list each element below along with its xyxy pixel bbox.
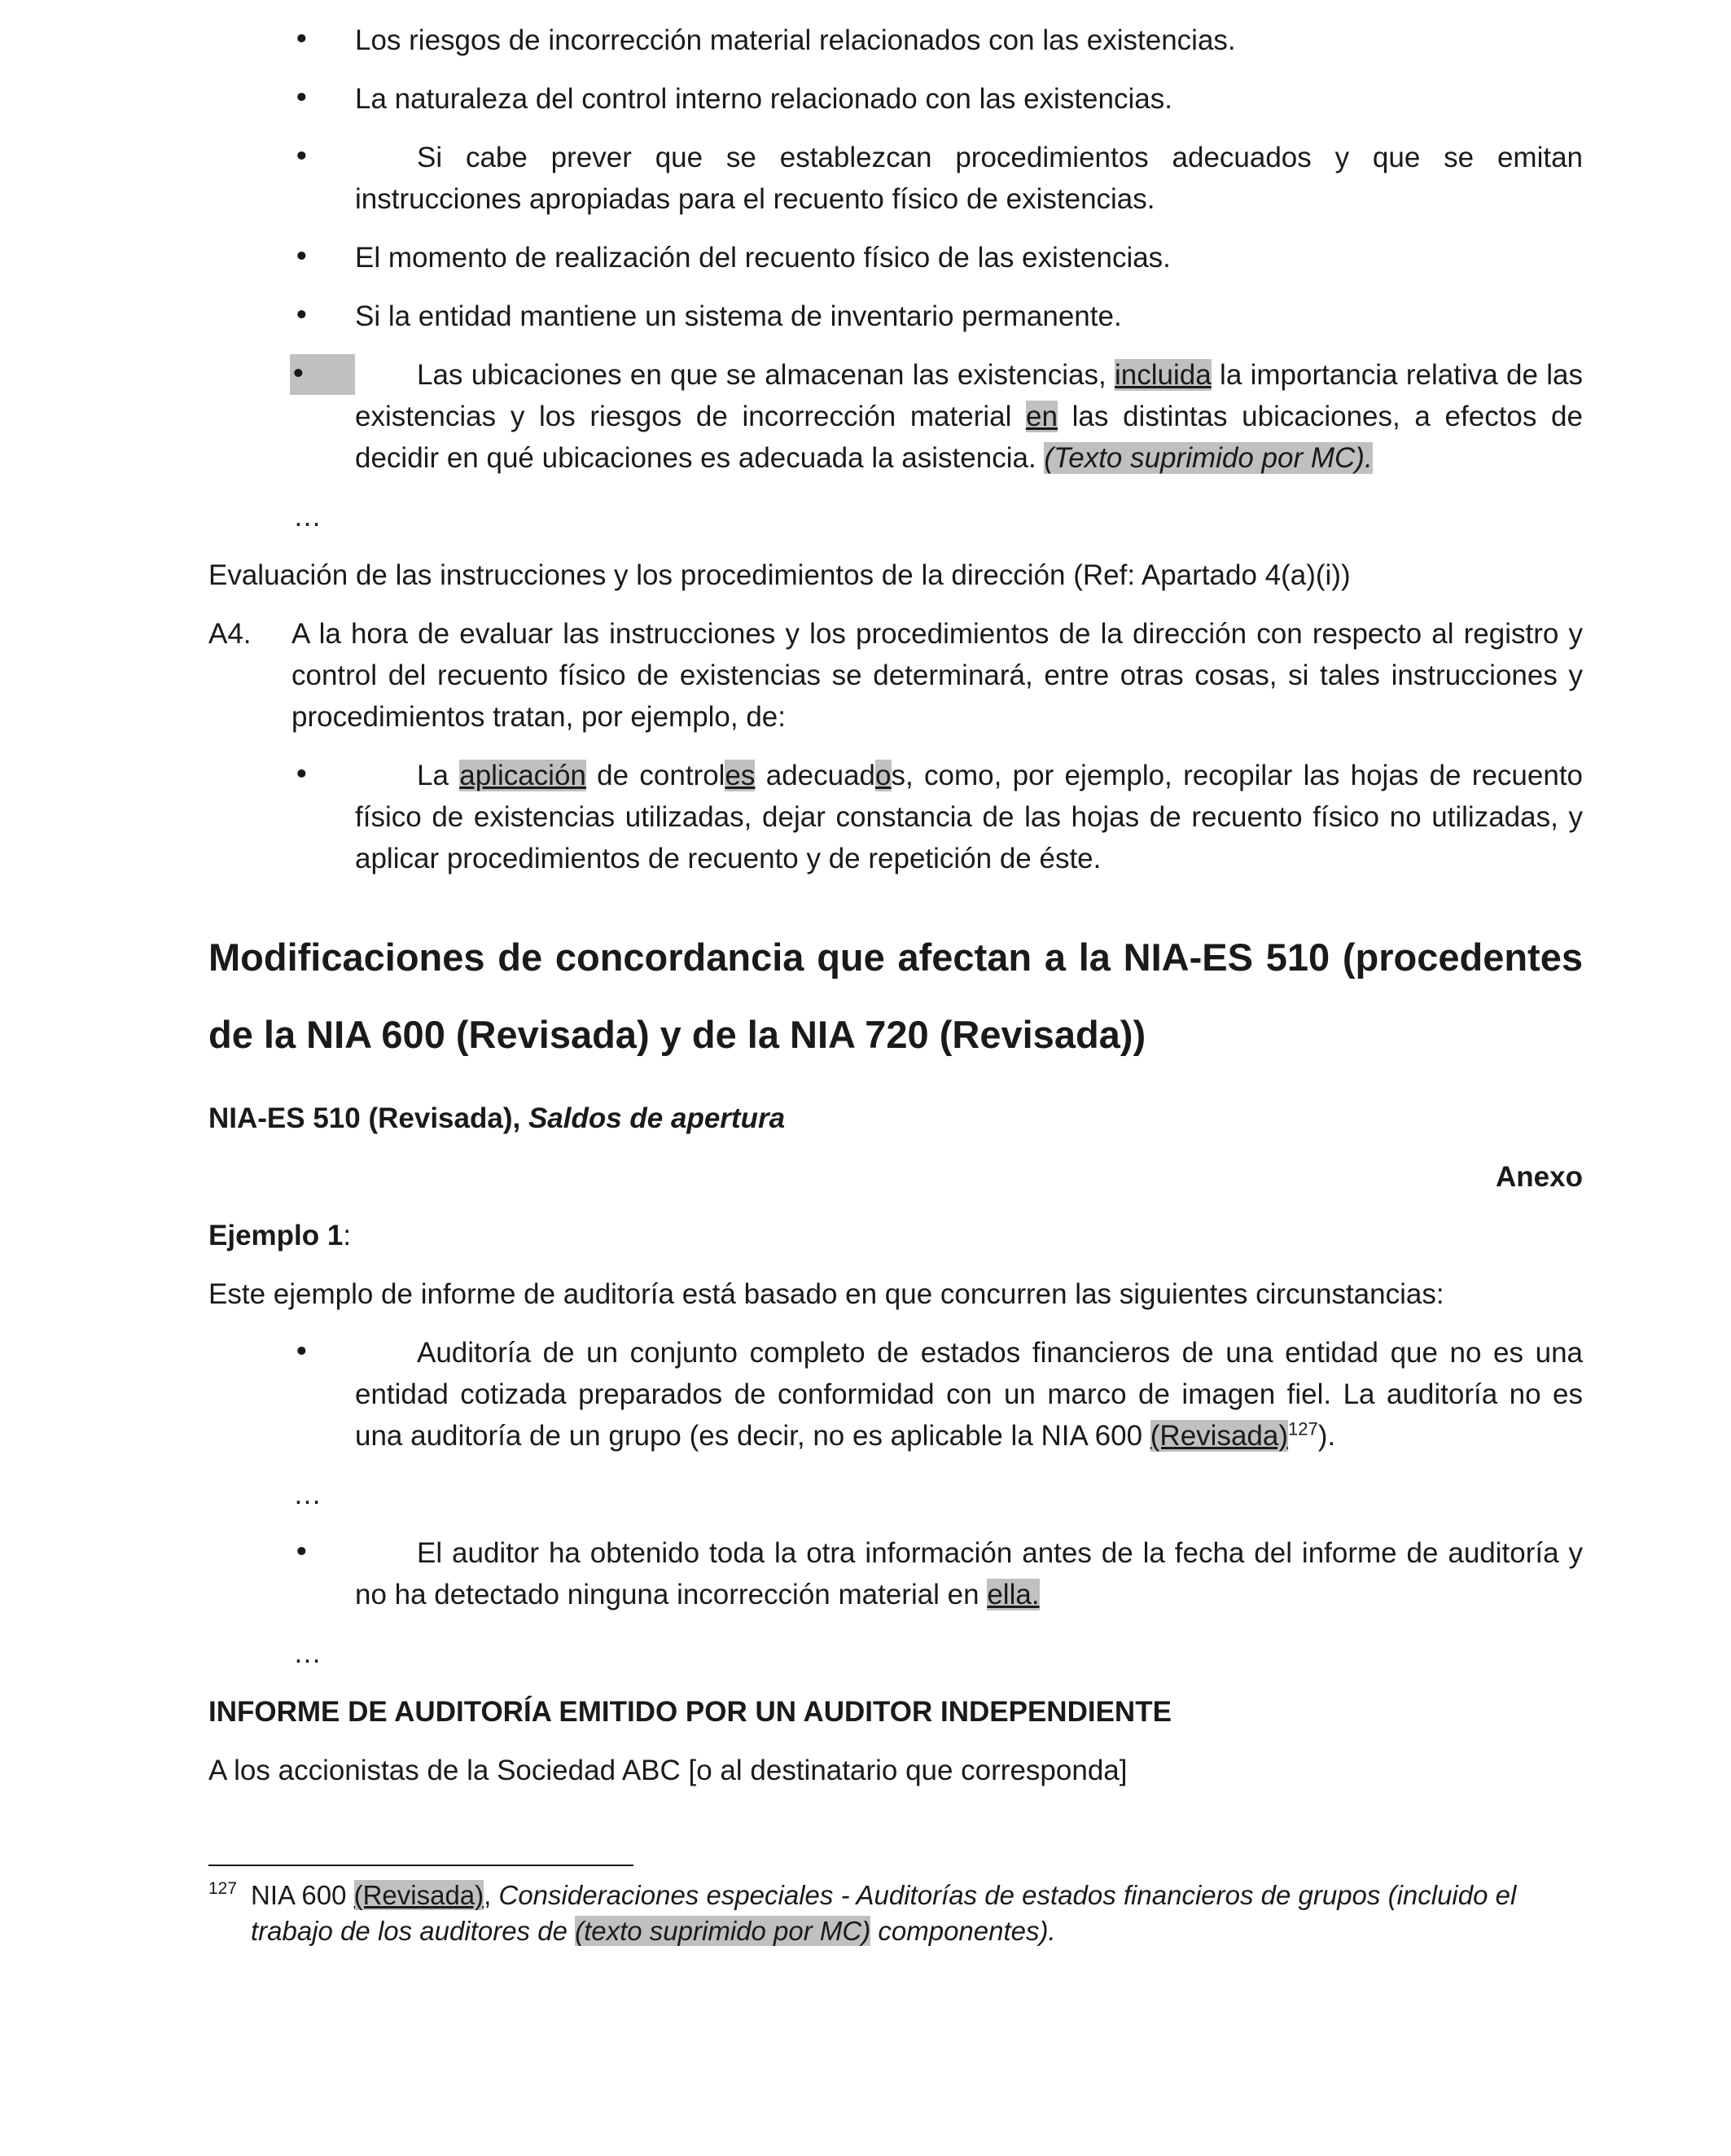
bullet-icon: • — [293, 141, 310, 173]
bullet-icon: • — [293, 759, 310, 791]
bullet-item-a4 — [208, 755, 1583, 879]
intro-paragraph: Este ejemplo de informe de auditoría está basado en que concurren las siguientes circunstancias: — [208, 1278, 1444, 1310]
bullet-text: Si la entidad mantiene un sistema de inventario permanente. — [355, 300, 1122, 332]
bullet-text: Si cabe prever que se establezcan procedimientos adecuados y que se emitan instrucciones apropiadas para el recuento físico de existencias. — [355, 142, 1583, 215]
example-label: Ejemplo 1: — [208, 1220, 352, 1251]
highlighted-text: (texto suprimido por MC) — [575, 1916, 871, 1946]
bullet-icon: • — [293, 241, 310, 274]
bullet-item — [208, 78, 1583, 120]
ellipsis: … — [293, 1479, 322, 1510]
ellipsis: … — [293, 501, 322, 532]
report-title: INFORME DE AUDITORÍA EMITIDO POR UN AUDITOR INDEPENDIENTE — [208, 1696, 1172, 1728]
subheading: NIA-ES 510 (Revisada), Saldos de apertura — [208, 1102, 786, 1134]
anexo-label: Anexo — [1496, 1161, 1583, 1193]
addressee: A los accionistas de la Sociedad ABC [o al destinatario que corresponda] — [208, 1755, 1128, 1786]
ellipsis: … — [293, 1637, 322, 1669]
bullet-item — [208, 137, 1583, 220]
footnote-text: NIA 600 (Revisada), Consideraciones especiales - Auditorías de estados financieros de grupos (incluido el trabajo de los auditores de (texto suprimido por MC) componentes). — [251, 1880, 1517, 1946]
bullet-icon: • — [293, 300, 310, 332]
highlighted-text: (Revisada) — [353, 1880, 484, 1910]
bullet-item-locations — [208, 354, 1583, 479]
bullet-icon: • — [293, 24, 310, 56]
paragraph-a4 — [208, 613, 1583, 738]
document-page — [208, 20, 1583, 1949]
highlighted-text: es — [725, 760, 756, 791]
bullet-icon: • — [293, 82, 310, 115]
footnote-divider — [208, 1865, 633, 1866]
highlighted-text: aplicación — [459, 760, 586, 791]
bullet-icon: • — [290, 354, 355, 395]
footnote-number: 127 — [208, 1879, 238, 1898]
footnote-ref[interactable]: 127 — [1288, 1418, 1318, 1440]
highlighted-text: ella. — [987, 1579, 1040, 1610]
highlighted-text: (Revisada) — [1150, 1420, 1289, 1452]
bullet-item — [208, 296, 1583, 337]
bullet-text: Auditoría de un conjunto completo de estados financieros de una entidad que no es una entidad cotizada preparados de conformidad con un marco de imagen fiel. La auditoría no es una auditoría de un grupo (es decir, no es aplicable la NIA 600 (Revisada)$^{127}$). — [355, 1337, 1583, 1452]
bullet-icon: • — [293, 1336, 310, 1369]
bullet-text: Las ubicaciones en que se almacenan las existencias, incluida la importancia relativa de las existencias y los riesgos de incorrección material en las distintas ubicaciones, a efectos de decidir en qué ubicaciones es adecuada la asistencia. (Texto suprimido por MC). — [355, 359, 1584, 474]
paragraph-text: A la hora de evaluar las instrucciones y los procedimientos de la dirección con respecto al registro y control del recuento físico de existencias se determinará, entre otras cosas, si tales instrucciones y procedimientos tratan, por ejemplo, de: — [291, 618, 1583, 733]
highlighted-text: (Texto suprimido por MC). — [1044, 442, 1373, 474]
bullet-text: El momento de realización del recuento físico de las existencias. — [355, 242, 1171, 274]
bullet-item — [208, 237, 1583, 278]
footnote — [208, 1878, 1583, 1949]
main-heading: Modificaciones de concordancia que afectan a la NIA-ES 510 (procedentes de la NIA 600 (Revisada) y de la NIA 720 (Revisada)) — [208, 936, 1583, 1056]
bullet-text: La aplicación de controles adecuados, como, por ejemplo, recopilar las hojas de recuento físico de existencias utilizadas, dejar constancia de las hojas de recuento físico no utilizadas, y aplicar procedimientos de recuento y de repetición de éste. — [355, 760, 1584, 874]
bullet-text: La naturaleza del control interno relacionado con las existencias. — [355, 83, 1172, 115]
highlighted-text: incluida — [1115, 359, 1212, 391]
highlighted-text: en — [1026, 401, 1058, 432]
bullet-item — [208, 20, 1583, 61]
highlighted-text: o — [875, 760, 892, 791]
bullet-item — [208, 1532, 1583, 1615]
bullet-text: Los riesgos de incorrección material relacionados con las existencias. — [355, 24, 1236, 56]
section-title: Evaluación de las instrucciones y los procedimientos de la dirección (Ref: Apartado 4(a)(i)) — [208, 559, 1351, 591]
paragraph-number: A4. — [208, 618, 252, 650]
bullet-text: El auditor ha obtenido toda la otra información antes de la fecha del informe de auditoría y no ha detectado ninguna incorrección material en ella. — [355, 1537, 1583, 1610]
bullet-icon: • — [293, 1536, 310, 1569]
bullet-item — [208, 1332, 1583, 1457]
